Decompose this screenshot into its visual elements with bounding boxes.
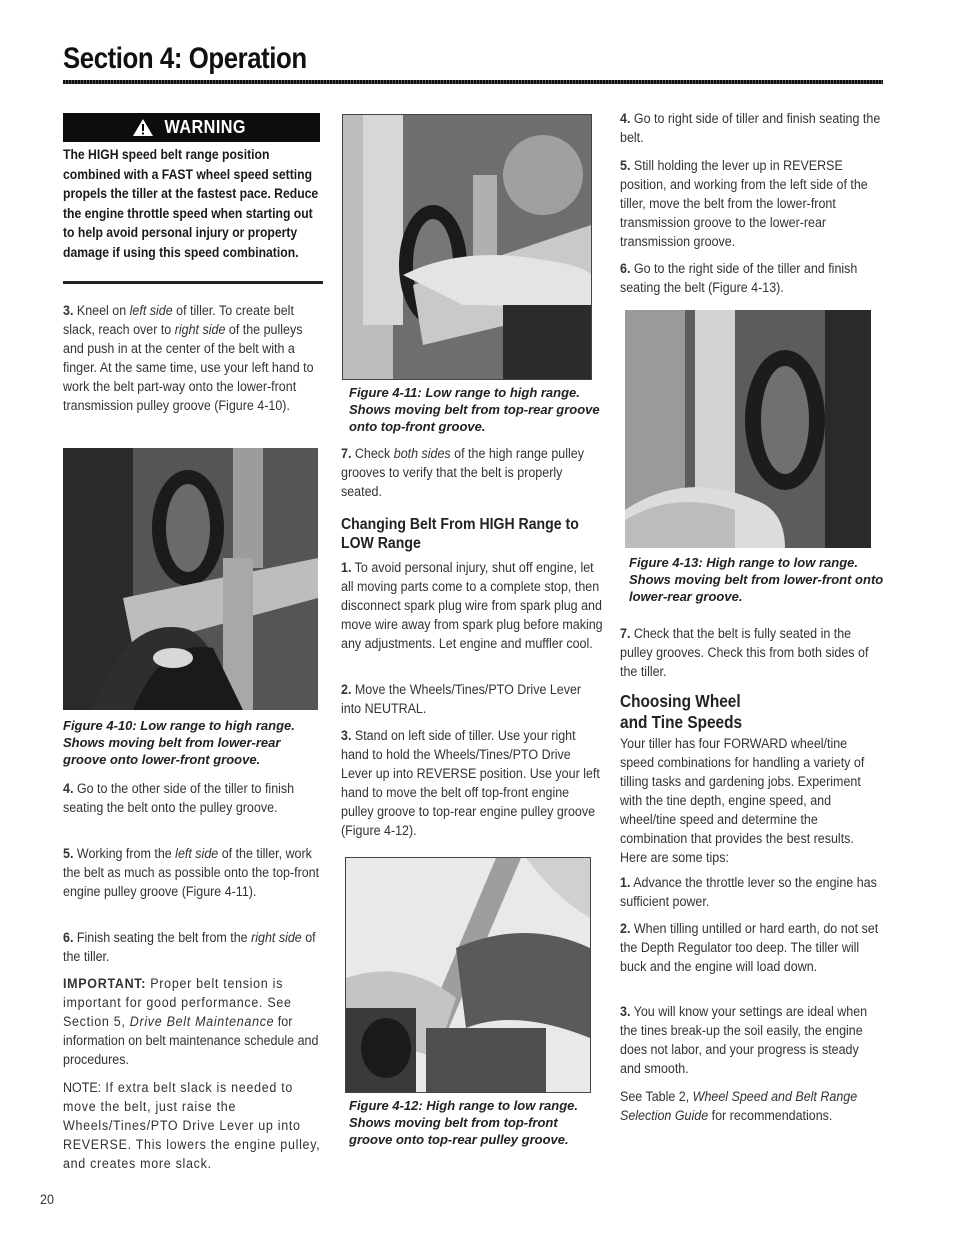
figure-4-13-caption: Figure 4-13: High range to low range. Shows moving belt from lower-front onto lower-rear groove. [629, 555, 884, 604]
col1-step3: 3. Kneel on left side of tiller. To create belt slack, reach over to right side of the pulleys and push in at the center of the belt with a finger. At the same time, use your left hand to work the belt part-way onto the lower-front transmission pulley groove (Figure 4-10). [63, 303, 314, 414]
col2-step2: 2. Move the Wheels/Tines/PTO Drive Lever into NEUTRAL. [341, 682, 582, 717]
section-heading-wheel-tine-speeds: Choosing Wheel and Tine Speeds [620, 691, 743, 732]
col3-tip2: 2. When tilling untilled or hard earth, do not set the Depth Regulator too deep. The tiller will buck and the engine will load down. [620, 921, 879, 975]
col3-intro: Your tiller has four FORWARD wheel/tine speed combinations for handling a variety of tilling tasks and gardening jobs. Experiment with the tine depth, engine speed, and wheel/tine speed and determine the combination that provides the best results. Here are some tips: [620, 736, 865, 866]
col3-tip1: 1. Advance the throttle lever so the engine has sufficient power. [620, 875, 877, 910]
col3-step6: 6. Go to the right side of the tiller and finish seating the belt (Figure 4-13). [620, 261, 858, 296]
figure-4-10-photo [63, 448, 318, 710]
col1-note: NOTE: If extra belt slack is needed to move the belt, just raise the Wheels/Tines/PTO Drive Lever up into REVERSE. This lowers the engine pulley, and creates more slack. [63, 1080, 321, 1172]
figure-4-11-caption: Figure 4-11: Low range to high range. Shows moving belt from top-rear groove onto top-front groove. [349, 385, 600, 434]
section-heading-high-to-low: Changing Belt From HIGH Range to LOW Range [341, 516, 579, 552]
col1-step6: 6. Finish seating the belt from the right side of the tiller. [63, 930, 316, 965]
figure-4-12-photo [345, 857, 591, 1093]
col2-step7: 7. Check both sides of the high range pulley grooves to verify that the belt is properly seated. [341, 446, 584, 500]
col1-important: IMPORTANT: Proper belt tension is important for good performance. See Section 5, Drive Belt Maintenance for information on belt maintenance schedule and procedures. [63, 976, 319, 1068]
col3-step5: 5. Still holding the lever up in REVERSE position, and working from the left side of the tiller, move the belt from the lower-front transmission groove to the lower-rear transmission groove. [620, 158, 868, 250]
warning-label: WARNING [164, 117, 247, 137]
col1-step4: 4. Go to the other side of the tiller to finish seating the belt onto the pulley groove. [63, 781, 295, 816]
col2-step1: 1. To avoid personal injury, shut off engine, let all moving parts come to a complete stop, then disconnect spark plug wire from spark plug and move wire away from spark plug before making any adjustments. Let engine and muffler cool. [341, 560, 603, 652]
col3-step4: 4. Go to right side of tiller and finish seating the belt. [620, 111, 881, 146]
header-rule [63, 80, 883, 84]
warning-text: The HIGH speed belt range position combined with a FAST wheel speed setting propels the tiller at the fastest pace. Reduce the engine throttle speed when starting out to help avoid personal injury or property damage if using this speed combination. [63, 146, 319, 260]
col1-step5: 5. Working from the left side of the tiller, work the belt as much as possible onto the top-front engine pulley groove (Figure 4-11). [63, 846, 320, 900]
col3-see-table: See Table 2, Wheel Speed and Belt Range Selection Guide for recommendations. [620, 1089, 858, 1124]
col2-step3: 3. Stand on left side of tiller. Use your right hand to hold the Wheels/Tines/PTO Drive Lever up into REVERSE position. Use your left hand to move the belt off top-front engine pulley groove to top-rear engine pulley groove (Figure 4-12). [341, 728, 600, 839]
page-number: 20 [40, 1191, 55, 1207]
figure-4-10-caption: Figure 4-10: Low range to high range. Shows moving belt from lower-rear groove onto lower-front groove. [63, 718, 295, 767]
warning-rule [63, 281, 323, 284]
figure-4-11-photo [342, 114, 592, 380]
col3-step7: 7. Check that the belt is fully seated in the pulley grooves. Check this from both sides of the tiller. [620, 626, 869, 680]
warning-triangle-icon [132, 118, 154, 137]
warning-banner [63, 113, 320, 142]
figure-4-13-photo [625, 310, 871, 548]
page-title: Section 4: Operation [63, 42, 307, 75]
figure-4-12-caption: Figure 4-12: High range to low range. Shows moving belt from top-front groove onto top-rear pulley groove. [349, 1098, 578, 1147]
col3-tip3: 3. You will know your settings are ideal when the tines break-up the soil easily, the engine does not labor, and your progress is steady and smooth. [620, 1004, 868, 1077]
